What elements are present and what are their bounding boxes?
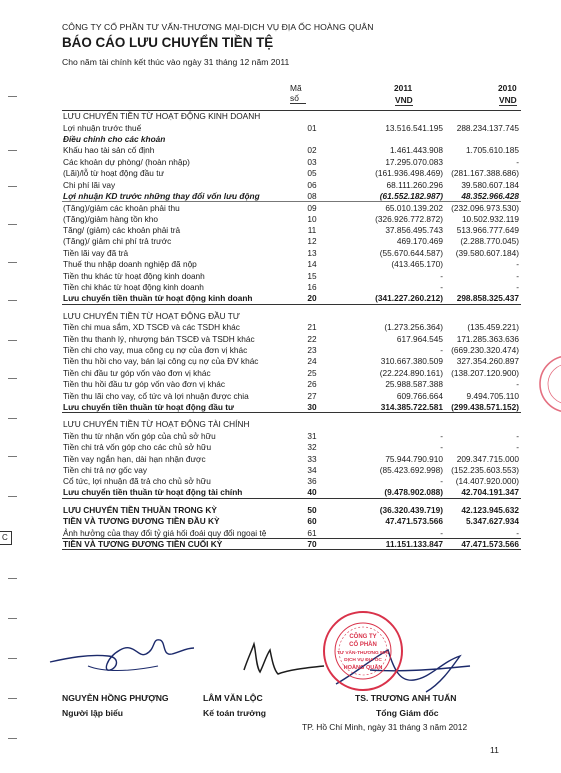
table-row: [62, 527, 521, 538]
value-2011: -: [440, 345, 443, 355]
value-2011: (341.227.260.212): [332, 293, 447, 304]
row-code: 02: [307, 145, 317, 156]
table-row: [62, 401, 521, 412]
accountant-role: Kế toán trưởng: [203, 708, 266, 718]
table-row: [62, 333, 521, 344]
row-name: Tiền lãi vay đã trả: [63, 247, 129, 258]
value-2010: 209.347.715.000: [456, 453, 519, 464]
row-name: Tiền chi trả vốn góp cho các chủ sở hữu: [63, 442, 212, 453]
table-row: [62, 464, 521, 475]
value-2010: -: [516, 442, 519, 453]
value-2010: 288.234.137.745: [456, 122, 519, 133]
row-name: Tiền thu từ nhận vốn góp của chủ sở hữu: [63, 430, 216, 441]
table-row: [62, 247, 521, 258]
value-2010: (152.235.603.553): [451, 464, 519, 475]
value-2011: (326.926.772.872): [375, 213, 443, 224]
value-2010: (281.167.388.686): [451, 168, 519, 179]
value-2011: [332, 111, 447, 122]
value-2011: 25.988.587.388: [385, 379, 443, 390]
table-row: [62, 270, 521, 281]
value-2010: -: [516, 259, 519, 270]
row-code: 01: [307, 122, 317, 133]
value-2010: -: [516, 379, 519, 390]
row-code: 20: [292, 293, 332, 304]
row-code: 10: [307, 213, 317, 224]
value-2011: 469.170.469: [396, 236, 443, 247]
value-2010: (669.230.320.474): [451, 345, 519, 355]
preparer-signature: [48, 628, 198, 680]
row-name: Khấu hao tài sản cố định: [63, 145, 155, 156]
report-title: BÁO CÁO LƯU CHUYỂN TIỀN TỆ: [62, 35, 274, 50]
value-2011: [332, 133, 447, 144]
row-code: 34: [307, 464, 317, 475]
value-2010: -: [516, 282, 519, 293]
row-code: 11: [307, 225, 317, 236]
row-name: Cổ tức, lợi nhuận đã trả cho chủ sở hữu: [63, 476, 211, 487]
row-code: 08: [292, 190, 332, 201]
value-2011: [332, 310, 447, 321]
row-name: Lưu chuyển tiền thuần từ hoạt động tài chính: [62, 487, 292, 498]
table-row: [62, 190, 521, 201]
page-number: 11: [490, 745, 499, 755]
value-2011: 314.385.722.581: [332, 401, 447, 412]
row-name: Các khoản dự phòng/ (hoàn nhập): [63, 156, 190, 167]
value-2011: (161.936.498.469): [375, 168, 443, 179]
value-2011: (61.552.182.987): [332, 190, 447, 201]
unit-2011-header: VND: [395, 95, 413, 105]
row-code: 36: [307, 476, 317, 487]
table-row: [62, 156, 521, 167]
value-2011: -: [440, 442, 443, 453]
value-2010: (39.580.607.184): [455, 247, 519, 258]
table-row: [62, 179, 521, 190]
value-2010: (138.207.120.900): [451, 367, 519, 378]
row-name: TIỀN VÀ TƯƠNG ĐƯƠNG TIỀN CUỐI KỲ: [62, 539, 292, 550]
row-code: 22: [307, 333, 317, 344]
place-and-date: TP. Hồ Chí Minh, ngày 31 tháng 3 năm 2012: [302, 722, 468, 732]
director-role: Tổng Giám đốc: [376, 708, 439, 718]
row-name: Lưu chuyển tiền thuần từ hoạt động đầu tư: [62, 401, 292, 412]
row-name: Tiền thu hồi cho vay, bán lại công cụ nợ của ĐV khác: [63, 356, 259, 367]
table-row: [62, 281, 521, 292]
value-2011: 617.964.545: [396, 333, 443, 344]
value-2010: 10.502.932.119: [461, 213, 519, 224]
row-code: 40: [292, 487, 332, 498]
stamp-line-5: HOÀNG QUÂN: [343, 665, 383, 671]
row-code: 60: [307, 516, 317, 527]
unit-2010-header: VND: [499, 95, 517, 105]
row-code: 31: [307, 430, 317, 441]
value-2011: (22.224.890.161): [379, 367, 443, 378]
row-name: (Tăng)/giảm các khoản phải thu: [63, 202, 180, 213]
value-2011: 75.944.790.910: [385, 453, 443, 464]
value-2011: -: [440, 476, 443, 487]
value-2010: 1.705.610.185: [465, 145, 519, 156]
table-row: [62, 213, 521, 224]
row-name: Tiền thu thanh lý, nhượng bán TSCĐ và TSDH khác: [63, 333, 255, 344]
value-2010: 513.966.777.649: [456, 225, 519, 236]
value-2010: 5.347.627.934: [465, 516, 519, 527]
table-row: [62, 453, 521, 464]
value-2011: -: [440, 527, 443, 538]
value-2010: [447, 111, 521, 122]
cash-flow-table: [62, 110, 521, 550]
value-2010: -: [516, 430, 519, 441]
value-2010: 298.858.325.437: [447, 293, 521, 304]
table-row: [62, 167, 521, 178]
row-code: [292, 111, 332, 122]
value-2010: 327.354.260.897: [456, 356, 519, 367]
row-code: 16: [307, 282, 317, 293]
stamp-line-1: CÔNG TY: [349, 634, 377, 640]
table-row: [62, 145, 521, 156]
row-code: 24: [307, 356, 317, 367]
row-name: Tiền thu khác từ hoạt động kinh doanh: [63, 270, 205, 281]
row-name: LƯU CHUYỂN TIỀN TỪ HOẠT ĐỘNG TÀI CHÍNH: [63, 419, 250, 430]
value-2011: 11.151.133.847: [332, 539, 447, 550]
row-name: (Tăng)/giảm hàng tồn kho: [63, 213, 159, 224]
binding-marks: [0, 0, 20, 773]
row-code: 12: [307, 236, 317, 247]
row-code: 05: [307, 168, 317, 179]
value-2011: -: [440, 270, 443, 281]
table-row: [62, 356, 521, 367]
table-row: [62, 202, 521, 213]
value-2011: 310.667.380.509: [380, 356, 443, 367]
value-2011: (1.273.256.364): [384, 322, 443, 333]
row-code: 14: [307, 259, 317, 270]
value-2011: -: [440, 282, 443, 293]
row-name: Tiền chi mua sắm, XD TSCĐ và các TSDH khác: [63, 322, 240, 333]
value-2010: 171.285.363.636: [456, 333, 519, 344]
row-name: Tăng/ (giảm) các khoản phải trả: [63, 225, 181, 236]
section-header-row: [62, 310, 521, 321]
row-code: [292, 310, 332, 321]
table-row: [62, 430, 521, 441]
value-2010: (135.459.221): [467, 322, 519, 333]
value-2011: (55.670.644.587): [379, 247, 443, 258]
row-name: LƯU CHUYỂN TIỀN THUẦN TRONG KỲ: [63, 505, 217, 516]
table-row: [62, 476, 521, 487]
value-2011: [332, 419, 447, 430]
row-name: Tiền thu hồi đầu tư góp vốn vào đơn vị khác: [63, 379, 225, 390]
value-2010: [447, 133, 521, 144]
table-row: [62, 122, 521, 133]
value-2010: 9.494.705.110: [466, 390, 519, 401]
row-name: Tiền vay ngắn hạn, dài hạn nhận được: [63, 453, 206, 464]
value-2011: 47.471.573.566: [385, 516, 443, 527]
table-row: [62, 390, 521, 401]
value-2010: -: [516, 270, 519, 281]
value-2010: (2.288.770.045): [460, 236, 519, 247]
value-2011: 17.295.070.083: [385, 156, 443, 167]
value-2011: (36.320.439.719): [379, 505, 443, 516]
row-name: Chi phí lãi vay: [63, 179, 116, 190]
value-2010: -: [516, 156, 519, 167]
row-code: 30: [292, 401, 332, 412]
report-subtitle: Cho năm tài chính kết thúc vào ngày 31 tháng 12 năm 2011: [62, 57, 290, 67]
section-header-row: [62, 419, 521, 430]
director-name: TS. TRƯƠNG ANH TUẤN: [355, 693, 457, 703]
value-2011: (85.423.692.998): [379, 464, 443, 475]
code-header-line1: Mã: [290, 83, 302, 93]
value-2010: -: [516, 527, 519, 538]
row-code: 03: [307, 156, 317, 167]
table-row: [62, 539, 521, 550]
table-row: [62, 504, 521, 515]
value-2011: 37.856.495.743: [385, 225, 443, 236]
table-row: [62, 224, 521, 235]
row-name: Lợi nhuận trước thuế: [63, 122, 142, 133]
row-code: 27: [307, 390, 317, 401]
row-name: LƯU CHUYỂN TIỀN TỪ HOẠT ĐỘNG KINH DOANH: [62, 111, 292, 122]
preparer-role: Người lập biểu: [62, 708, 124, 718]
row-code: 21: [307, 322, 317, 333]
stamp-line-3: TƯ VẤN-THƯƠNG MẠI: [337, 651, 389, 656]
row-name: Lưu chuyển tiền thuần từ hoạt động kinh doanh: [62, 293, 292, 304]
table-row: [62, 322, 521, 333]
value-2011: 65.010.139.202: [385, 202, 443, 213]
table-row: [62, 133, 521, 144]
value-2011: 68.111.260.296: [386, 179, 443, 190]
partial-stamp-edge: [538, 353, 561, 415]
row-name: (Lãi)/lỗ từ hoạt động đầu tư: [63, 168, 165, 179]
value-2011: 609.766.664: [396, 390, 443, 401]
value-2010: [447, 419, 521, 430]
code-header-line2: số: [290, 93, 306, 104]
row-code: 06: [307, 179, 317, 190]
value-2010: 42.123.945.632: [461, 505, 519, 516]
row-name: TIỀN VÀ TƯƠNG ĐƯƠNG TIỀN ĐẦU KỲ: [63, 516, 220, 527]
row-name: Thuế thu nhập doanh nghiệp đã nộp: [63, 259, 197, 270]
row-name: Lợi nhuận KD trước những thay đổi vốn lưu động: [62, 190, 292, 201]
row-code: 32: [307, 442, 317, 453]
value-2011: (9.478.902.088): [332, 487, 447, 498]
row-code: [292, 419, 332, 430]
row-code: 13: [307, 247, 317, 258]
row-name: Tiền chi trả nợ gốc vay: [63, 464, 147, 475]
preparer-name: NGUYỄN HỒNG PHƯỢNG: [62, 693, 169, 703]
table-row: [62, 236, 521, 247]
row-name: Tiền thu lãi cho vay, cổ tức và lợi nhuận được chia: [63, 390, 249, 401]
company-name: CÔNG TY CỔ PHẦN TƯ VẤN-THƯƠNG MẠI-DỊCH VỤ ĐỊA ỐC HOÀNG QUÂN: [62, 22, 374, 32]
table-row: [62, 367, 521, 378]
row-code: 70: [292, 539, 332, 550]
year-2011-header: 2011: [394, 83, 413, 93]
row-code: 25: [307, 367, 317, 378]
row-code: 26: [307, 379, 317, 390]
row-name: Tiền chi đầu tư góp vốn vào đơn vị khác: [63, 367, 211, 378]
table-row: [62, 516, 521, 527]
section-header-row: [62, 111, 521, 122]
row-code: [292, 133, 332, 144]
accountant-signature: [238, 640, 328, 680]
row-name: Điều chỉnh cho các khoản: [63, 133, 166, 144]
value-2010: 48.352.966.428: [447, 190, 521, 201]
table-row: [62, 259, 521, 270]
value-2010: (232.096.973.530): [451, 202, 519, 213]
stamp-line-2: CỔ PHẦN: [349, 642, 377, 648]
value-2010: (299.438.571.152): [447, 401, 521, 412]
table-row: [62, 344, 521, 355]
value-2011: (413.465.170): [391, 259, 443, 270]
row-code: 09: [307, 202, 317, 213]
table-row: [62, 487, 521, 498]
value-2011: 13.516.541.195: [385, 122, 443, 133]
binding-clip-mark: C: [0, 531, 12, 545]
row-name: LƯU CHUYỂN TIỀN TỪ HOẠT ĐỘNG ĐẦU TƯ: [63, 310, 240, 321]
row-name: Tiền chi khác từ hoạt động kinh doanh: [63, 282, 204, 293]
row-code: 50: [307, 505, 317, 516]
value-2010: 42.704.191.347: [447, 487, 521, 498]
row-code: 23: [307, 345, 317, 355]
stamp-line-4: DỊCH VỤ ĐỊA ỐC: [344, 658, 382, 663]
table-row: [62, 378, 521, 389]
row-code: 15: [307, 270, 317, 281]
row-name: (Tăng)/ giảm chi phí trả trước: [63, 236, 172, 247]
value-2010: [447, 310, 521, 321]
table-row: [62, 441, 521, 452]
value-2010: (14.407.920.000): [455, 476, 519, 487]
row-code: 61: [307, 527, 317, 538]
row-name: Tiền chi cho vay, mua công cụ nợ của đơn vị khác: [63, 345, 248, 355]
company-stamp-seal: [322, 610, 404, 692]
value-2011: -: [440, 430, 443, 441]
value-2011: 1.461.443.908: [389, 145, 443, 156]
row-name: Ảnh hưởng của thay đổi tỷ giá hối đoái quy đổi ngoại tệ: [63, 527, 267, 538]
row-code: 33: [307, 453, 317, 464]
value-2010: 39.580.607.184: [461, 179, 519, 190]
accountant-name: LÂM VĂN LỘC: [203, 693, 263, 703]
value-2010: 47.471.573.566: [447, 539, 521, 550]
year-2010-header: 2010: [498, 83, 517, 93]
table-row: [62, 293, 521, 304]
